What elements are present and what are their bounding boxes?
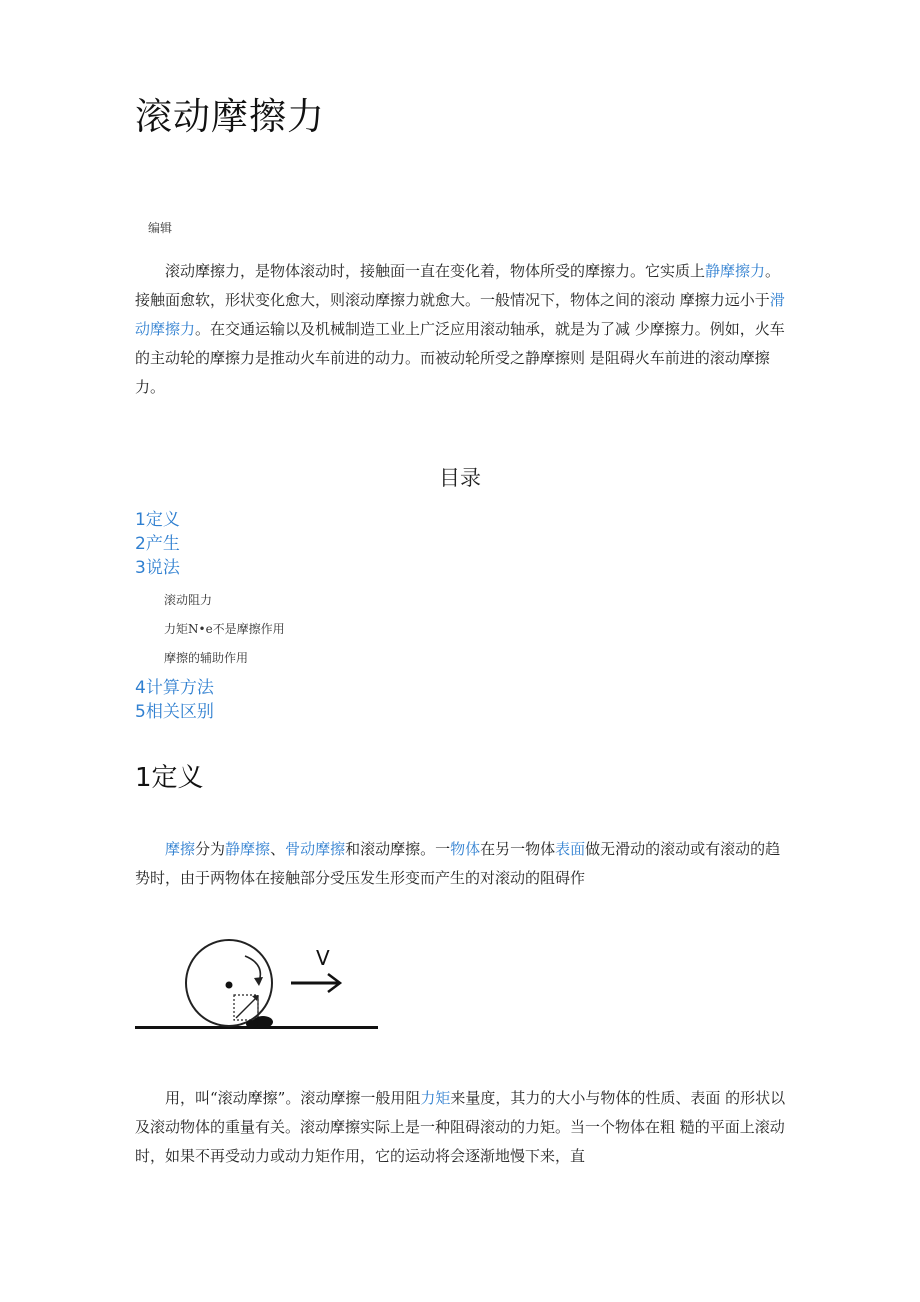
- velocity-label: V: [316, 946, 330, 970]
- body-text: 分为: [195, 840, 226, 858]
- toc-item-origin[interactable]: 2产生: [135, 534, 180, 554]
- intro-text: 。在交通运输以及机械制造工业上广泛应用滚动轴承，就是为了减 少摩擦力。例如，火车的主动轮的摩擦力是推动火车前进的动力。而被动轮所受之静摩擦则 是阻碍火车前进的滚动摩擦力。: [135, 320, 785, 396]
- indent: [135, 262, 165, 280]
- definition-paragraph: [135, 835, 787, 893]
- continuation-paragraph: [135, 1084, 787, 1171]
- rotation-arrowhead: [254, 977, 263, 986]
- toc-subitem-rolling-resistance[interactable]: 滚动阻力: [164, 593, 213, 607]
- toc-item-differences[interactable]: 5相关区别: [135, 702, 214, 722]
- body-text: 在另一物体: [480, 840, 556, 858]
- link-sliding-friction[interactable]: 滑动摩擦力: [135, 291, 785, 338]
- toc-item-calculation[interactable]: 4计算方法: [135, 678, 214, 698]
- link-static-friction[interactable]: 静摩擦力: [705, 262, 766, 280]
- toc-item-definition[interactable]: 1定义: [135, 510, 180, 530]
- link-surface[interactable]: 表面: [555, 840, 586, 858]
- force-diagonal: [236, 998, 256, 1018]
- toc-subitem-torque[interactable]: 力矩N•e不是摩擦作用: [164, 622, 285, 636]
- contact-deformation: [246, 1020, 258, 1028]
- toc-item-explanation[interactable]: 3说法: [135, 558, 180, 578]
- table-of-contents: [135, 508, 285, 724]
- toc-title: 目录: [439, 466, 481, 490]
- intro-text: 滚动摩擦力，是物体滚动时，接触面一直在变化着，物体所受的摩擦力。它实质上: [165, 262, 706, 280]
- wheel-center: [226, 982, 233, 989]
- link-static-friction[interactable]: 静摩擦: [225, 840, 271, 858]
- link-object[interactable]: 物体: [450, 840, 481, 858]
- body-text: 和滚动摩擦。一: [345, 840, 451, 858]
- link-friction[interactable]: 摩擦: [165, 840, 196, 858]
- page-title: 滚动摩擦力: [135, 95, 325, 138]
- section-heading-definition: 1定义: [135, 763, 204, 793]
- intro-paragraph: [135, 257, 787, 402]
- body-text: 用，叫“滚动摩擦”。滚动摩擦一般用阻: [135, 1089, 421, 1107]
- body-text: 、: [270, 840, 286, 858]
- force-arrowhead: [252, 995, 258, 1001]
- intro-text: 。接触面愈软，形状变化愈大，则滚动摩擦力就愈大。一般情况下，物体之间的滚动 摩擦力远小于: [135, 262, 781, 309]
- link-sliding-friction[interactable]: 骨动摩擦: [285, 840, 346, 858]
- indent: [135, 840, 165, 858]
- rolling-wheel-diagram: [133, 932, 383, 1036]
- body-text: 做无滑动的滚动或有滚动的趋势时，由于两物体在接触部分受压发生形变而产生的对滚动的阻碍作: [135, 840, 781, 887]
- toc-subitem-auxiliary[interactable]: 摩擦的辅助作用: [164, 651, 249, 665]
- edit-link[interactable]: 编辑: [148, 221, 173, 235]
- body-text: 来量度，其力的大小与物体的性质、表面 的形状以及滚动物体的重量有关。滚动摩擦实际上是一种阻碍滚动的力矩。当一个物体在粗 糙的平面上滚动时，如果不再受动力或动力矩作用，它的运动将会逐渐地慢下来，直: [135, 1089, 786, 1165]
- link-torque[interactable]: 力矩: [420, 1089, 451, 1107]
